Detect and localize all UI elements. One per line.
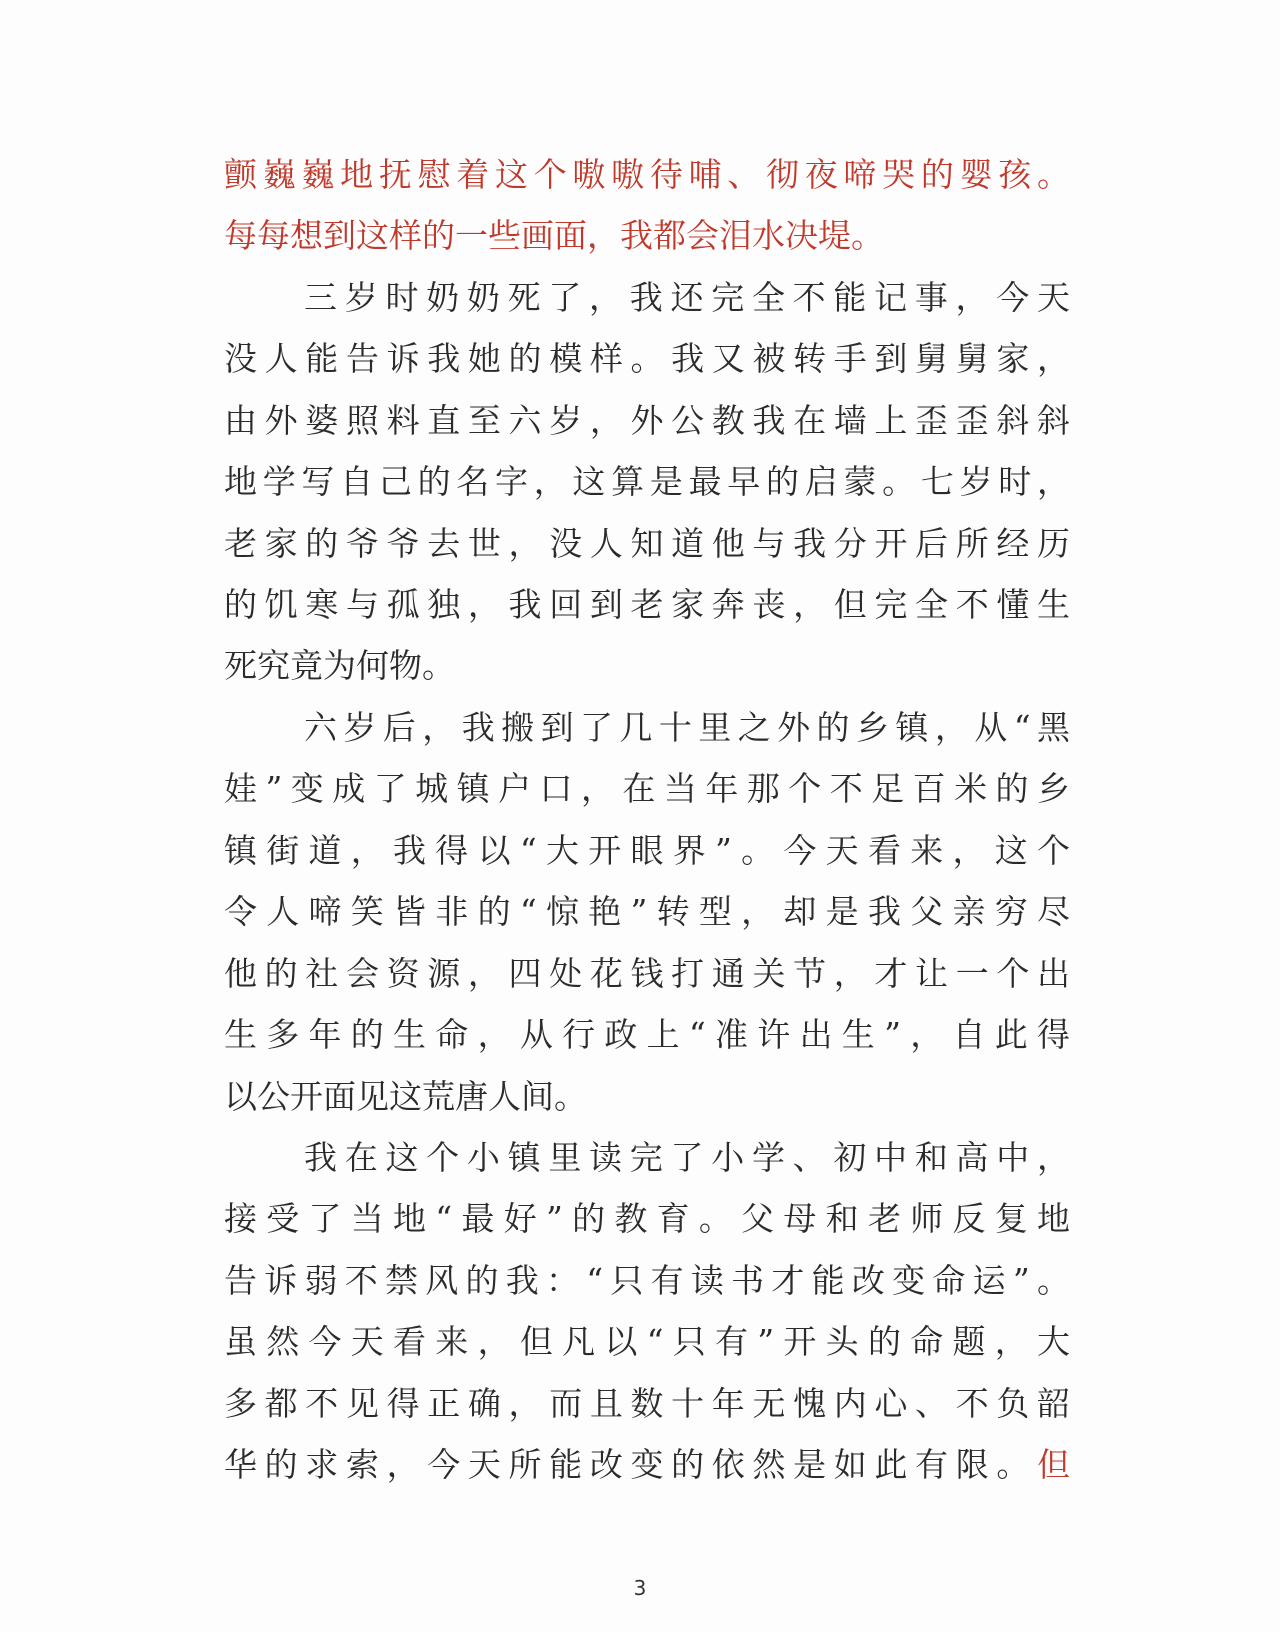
text-line-p2-4: 令人啼笑皆非的“惊艳”转型，却是我父亲穷尽 (224, 892, 1070, 931)
text-line-p2-5: 他的社会资源，四处花钱打通关节，才让一个出 (224, 954, 1070, 993)
text-line-p2-7: 以公开面见这荒唐人间。 (224, 1077, 587, 1116)
text-line-red-1: 颤巍巍地抚慰着这个嗷嗷待哺、彻夜啼哭的婴孩。 (224, 155, 1070, 194)
text-line-p3-6-body: 华的求索，今天所能改变的依然是如此有限。 (224, 1445, 1037, 1484)
text-line-p1-2: 没人能告诉我她的模样。我又被转手到舅舅家， (224, 339, 1070, 378)
text-line-p2-3: 镇街道，我得以“大开眼界”。今天看来，这个 (224, 831, 1070, 870)
text-line-p1-1: 三岁时奶奶死了，我还完全不能记事，今天 (304, 278, 1070, 317)
text-line-p1-5: 老家的爷爷去世，没人知道他与我分开后所经历 (224, 524, 1070, 563)
text-line-p2-1: 六岁后，我搬到了几十里之外的乡镇，从“黑 (304, 708, 1070, 747)
text-line-p2-6: 生多年的生命，从行政上“准许出生”，自此得 (224, 1015, 1070, 1054)
text-line-p1-7: 死究竟为何物。 (224, 646, 455, 685)
text-line-p3-1: 我在这个小镇里读完了小学、初中和高中， (304, 1138, 1070, 1177)
text-line-p3-6 (224, 1442, 1070, 1488)
text-line-p1-6: 的饥寒与孤独，我回到老家奔丧，但完全不懂生 (224, 585, 1070, 624)
text-line-p3-6-red-char: 但 (1037, 1445, 1070, 1484)
text-line-p3-3: 告诉弱不禁风的我：“只有读书才能改变命运”。 (224, 1261, 1070, 1300)
page-number: 3 (633, 1576, 647, 1600)
text-line-p3-5: 多都不见得正确，而且数十年无愧内心、不负韶 (224, 1384, 1070, 1423)
text-line-p3-2: 接受了当地“最好”的教育。父母和老师反复地 (224, 1199, 1070, 1238)
text-line-p1-4: 地学写自己的名字，这算是最早的启蒙。七岁时， (224, 462, 1070, 501)
text-line-p1-3: 由外婆照料直至六岁，外公教我在墙上歪歪斜斜 (224, 401, 1070, 440)
text-line-p3-4: 虽然今天看来，但凡以“只有”开头的命题，大 (224, 1322, 1070, 1361)
text-line-p2-2: 娃”变成了城镇户口，在当年那个不足百米的乡 (224, 769, 1070, 808)
text-line-red-2: 每每想到这样的一些画面，我都会泪水决堤。 (224, 216, 884, 255)
